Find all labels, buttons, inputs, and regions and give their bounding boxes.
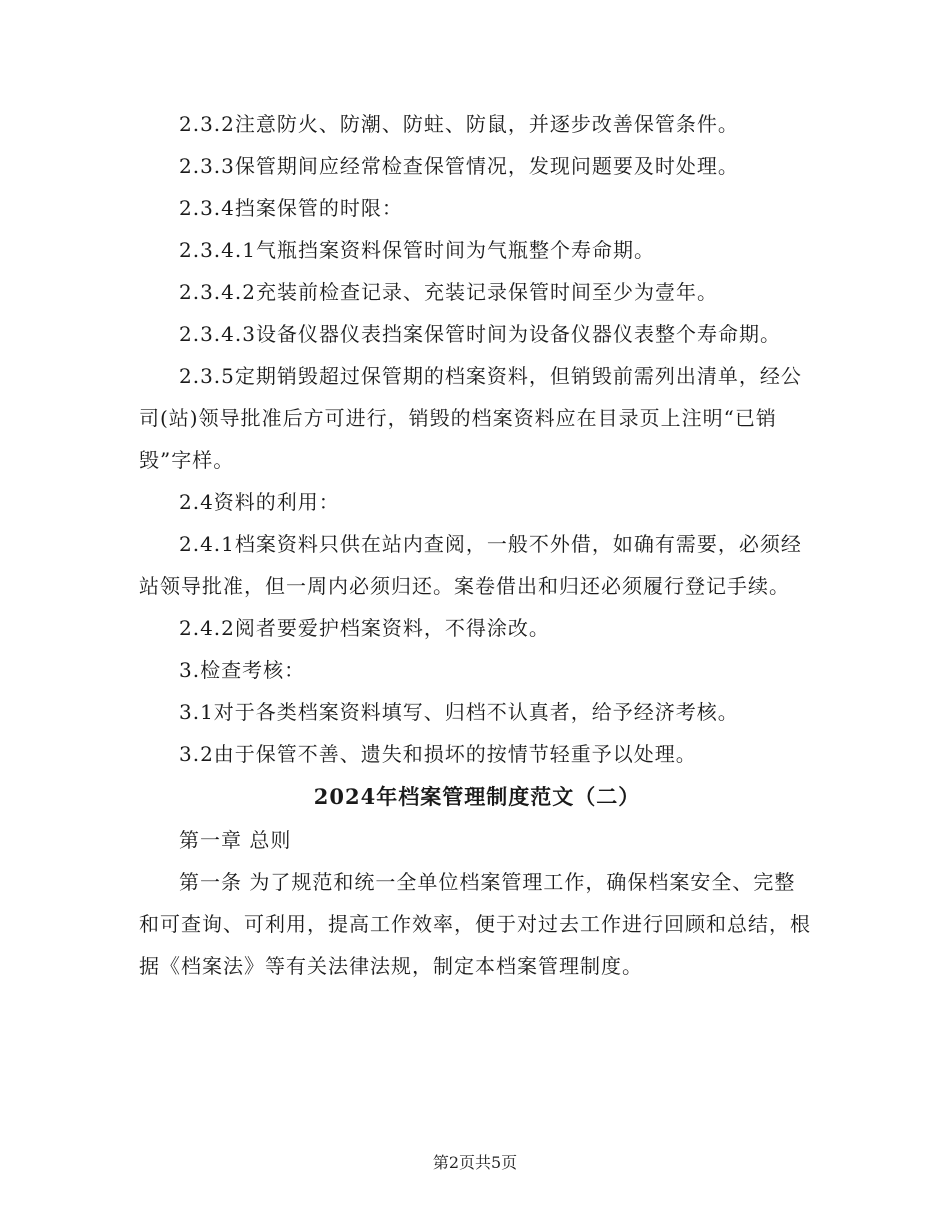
page-number: 第2页共5页 xyxy=(432,1153,518,1172)
paragraph: 2.4.2阅者要爱护档案资料，不得涂改。 xyxy=(179,616,550,640)
paragraph: 3.1对于各类档案资料填写、归档不认真者，给予经济考核。 xyxy=(179,700,739,724)
paragraph: 3.检查考核： xyxy=(179,658,306,682)
paragraph: 2.3.4.1气瓶挡案资料保管时间为气瓶整个寿命期。 xyxy=(179,238,655,262)
paragraph: 2.3.4.3设备仪器仪表挡案保管时间为设备仪器仪表整个寿命期。 xyxy=(179,322,781,346)
document-body xyxy=(139,103,815,987)
paragraph: 2.3.4.2充装前检查记录、充装记录保管时间至少为壹年。 xyxy=(179,280,718,304)
section-title: 2024年档案管理制度范文（二） xyxy=(313,784,641,809)
paragraph: 2.3.3保管期间应经常检查保管情况，发现问题要及时处理。 xyxy=(179,154,739,178)
paragraph: 2.3.5定期销毁超过保管期的档案资料，但销毁前需列出清单，经公司(站)领导批准后方可进行，销毁的档案资料应在目录页上注明“已销毁”字样。 xyxy=(139,364,802,472)
paragraph: 2.3.2注意防火、防潮、防蛀、防鼠，并逐步改善保管条件。 xyxy=(179,112,739,136)
paragraph: 2.3.4挡案保管的时限： xyxy=(179,196,403,220)
paragraph: 2.4资料的利用： xyxy=(179,490,340,514)
paragraph: 2.4.1档案资料只供在站内查阅，一般不外借，如确有需要，必须经站领导批准，但一周内必须归还。案卷借出和归还必须履行登记手续。 xyxy=(139,532,802,598)
chapter-heading: 第一章 总则 xyxy=(179,828,292,852)
paragraph: 3.2由于保管不善、遗失和损坏的按情节轻重予以处理。 xyxy=(179,742,697,766)
paragraph: 第一条 为了规范和统一全单位档案管理工作，确保档案安全、完整和可查询、可利用，提高工作效率，便于对过去工作进行回顾和总结，根据《档案法》等有关法律法规，制定本档案管理制度。 xyxy=(139,870,811,978)
